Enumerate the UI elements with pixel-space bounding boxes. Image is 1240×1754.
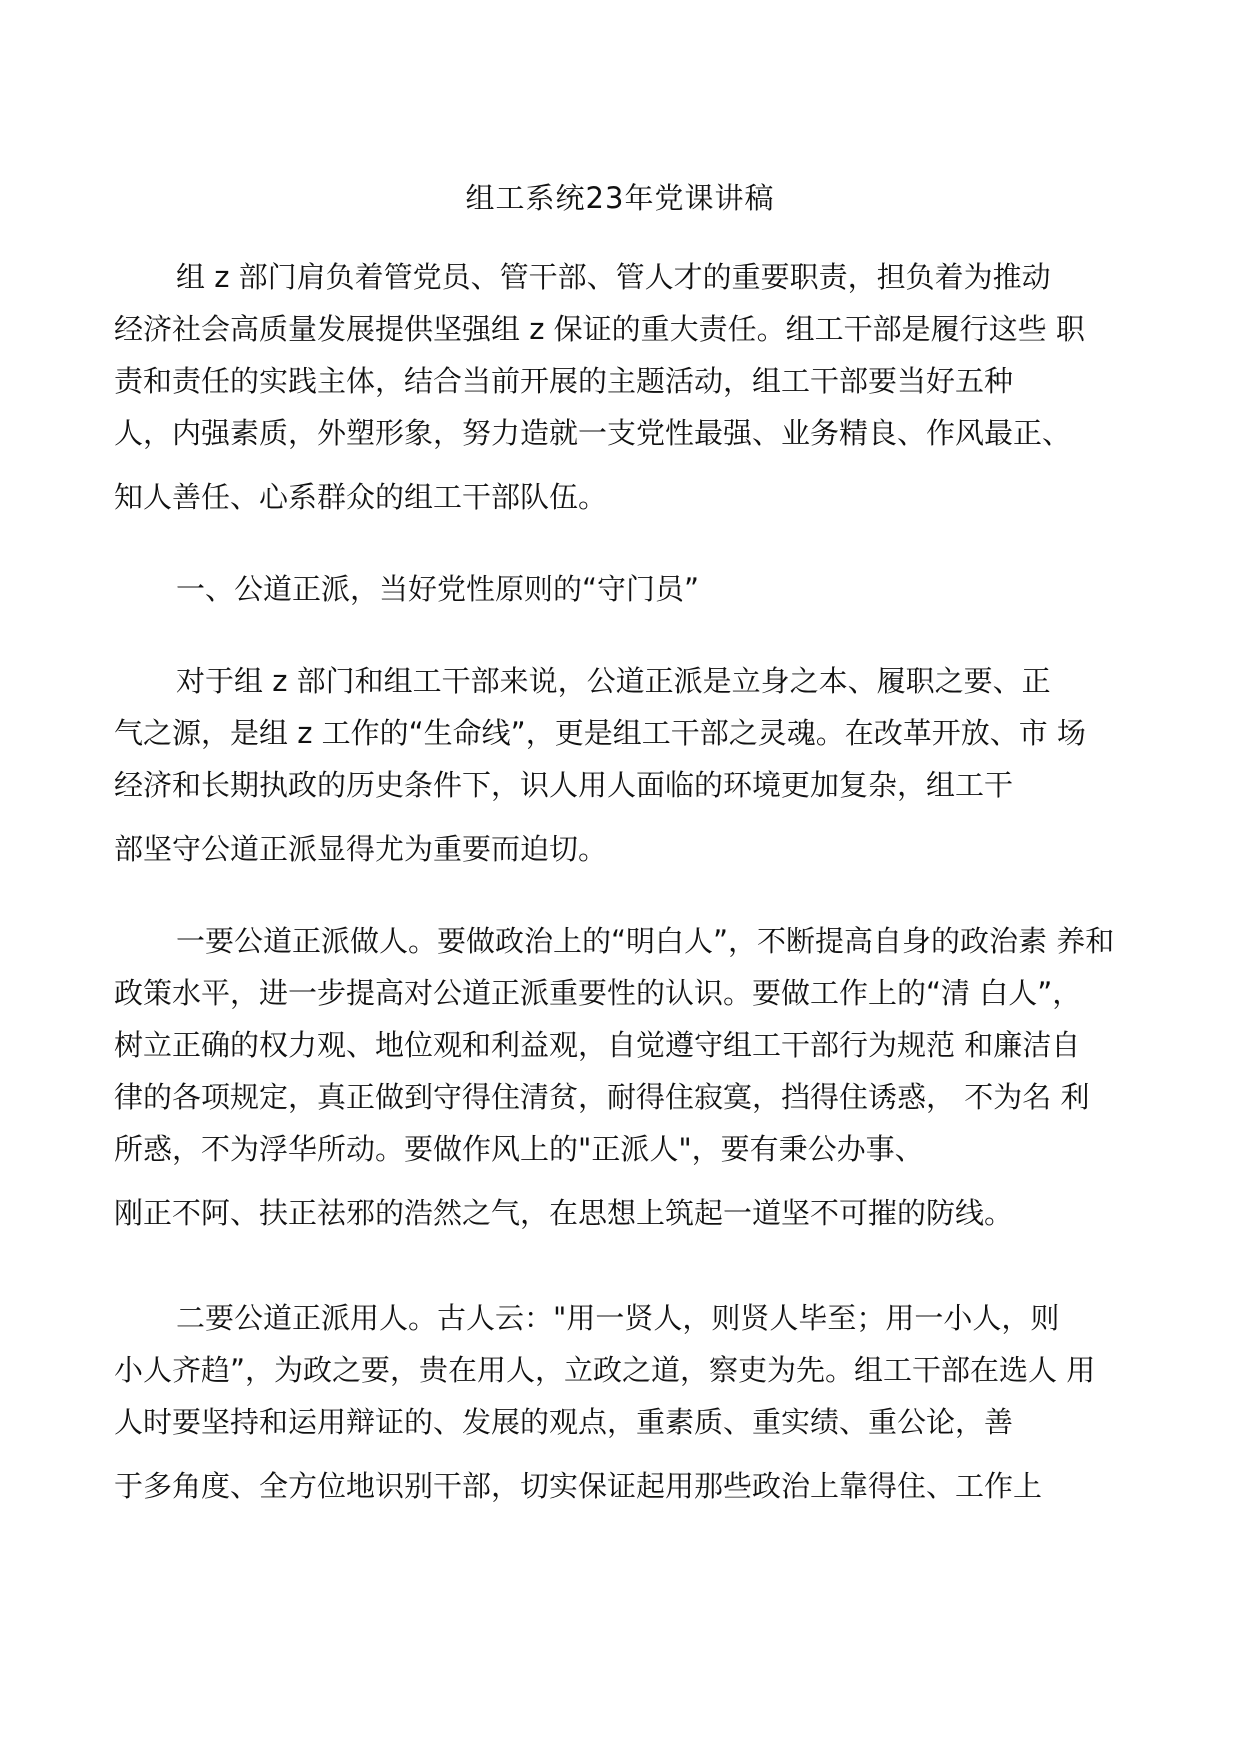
point2-line-1: 二要公道正派用人。古人云："用一贤人，则贤人毕至；用一小人，则: [176, 1301, 1060, 1335]
point1-line-5: 所惑，不为浮华所动。要做作风上的"正派人"，要有秉公办事、: [114, 1132, 924, 1166]
intro-line-2: 经济社会高质量发展提供坚强组 z 保证的重大责任。组工干部是履行这些 职: [114, 312, 1085, 346]
intro-line-5: 知人善任、心系群众的组工干部队伍。: [114, 480, 608, 514]
intro-line-1: 组 z 部门肩负着管党员、管干部、管人才的重要职责，担负着为推动: [176, 260, 1051, 294]
point2-line-2: 小人齐趋”，为政之要，贵在用人，立政之道，察吏为先。组工干部在选人 用: [114, 1353, 1096, 1387]
point1-line-4: 律的各项规定，真正做到守得住清贫，耐得住寂寞，挡得住诱惑， 不为名 利: [114, 1080, 1090, 1114]
point2-line-4: 于多角度、全方位地识别干部，切实保证起用那些政治上靠得住、工作上: [114, 1469, 1043, 1503]
section-heading: 一、公道正派，当好党性原则的“守门员”: [176, 572, 700, 606]
document-title: 组工系统23年党课讲稿: [465, 181, 775, 215]
point1-line-1: 一要公道正派做人。要做政治上的“明白人”，不断提高自身的政治素 养和: [176, 924, 1115, 958]
section1-line-1: 对于组 z 部门和组工干部来说，公道正派是立身之本、履职之要、正: [176, 664, 1051, 698]
point1-line-3: 树立正确的权力观、地位观和利益观，自觉遵守组工干部行为规范 和廉洁自: [114, 1028, 1081, 1062]
section1-line-2: 气之源，是组 z 工作的“生命线”，更是组工干部之灵魂。在改革开放、市 场: [114, 716, 1086, 750]
section1-line-4: 部坚守公道正派显得尤为重要而迫切。: [114, 832, 608, 866]
intro-line-4: 人，内强素质，外塑形象，努力造就一支党性最强、业务精良、作风最正、: [114, 416, 1072, 450]
intro-line-3: 责和责任的实践主体，结合当前开展的主题活动，组工干部要当好五种: [114, 364, 1014, 398]
section1-line-3: 经济和长期执政的历史条件下，识人用人面临的环境更加复杂，组工干: [114, 768, 1014, 802]
point1-line-2: 政策水平，进一步提高对公道正派重要性的认识。要做工作上的“清 白人”，: [114, 976, 1082, 1010]
point2-line-3: 人时要坚持和运用辩证的、发展的观点，重素质、重实绩、重公论，善: [114, 1405, 1014, 1439]
point1-line-6: 刚正不阿、扶正祛邪的浩然之气，在思想上筑起一道坚不可摧的防线。: [114, 1196, 1014, 1230]
